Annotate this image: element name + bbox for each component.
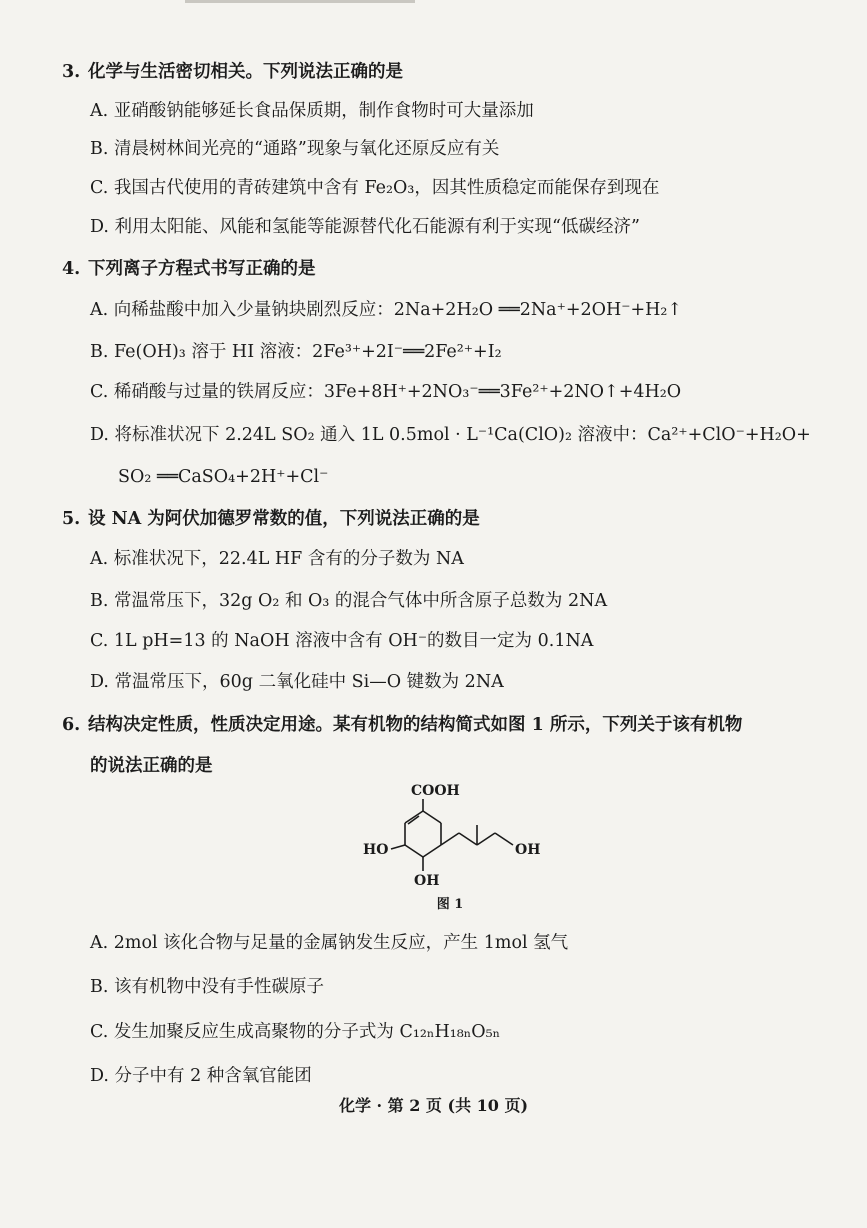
question-number: 3. [62, 62, 81, 82]
bond-chain-1 [441, 833, 459, 845]
page-footer: 化学 · 第 2 页 (共 10 页) [338, 1096, 529, 1115]
q3-option-a: A. 亚硝酸钠能够延长食品保质期，制作食物时可大量添加 [90, 101, 534, 121]
label-oh-right: OH [515, 842, 541, 858]
question-6-stem: 6. 结构决定性质，性质决定用途。某有机物的结构简式如图 1 所示，下列关于该有机物 [62, 715, 743, 735]
bond-chain-4 [495, 833, 513, 845]
q3-option-c: C. 我国古代使用的青砖建筑中含有 Fe₂O₃，因其性质稳定而能保存到现在 [90, 178, 660, 198]
question-4-stem: 4. 下列离子方程式书写正确的是 [62, 259, 316, 279]
q5-option-c: C. 1L pH=13 的 NaOH 溶液中含有 OH⁻的数目一定为 0.1NA [90, 631, 594, 651]
bond-ring-6 [423, 811, 441, 823]
q4-option-b: B. Fe(OH)₃ 溶于 HI 溶液：2Fe³⁺+2I⁻══2Fe²⁺+I₂ [90, 342, 502, 362]
q4-option-c: C. 稀硝酸与过量的铁屑反应：3Fe+8H⁺+2NO₃⁻══3Fe²⁺+2NO↑+4H₂O [90, 382, 682, 402]
structural-formula-figure [355, 783, 555, 891]
q3-option-d: D. 利用太阳能、风能和氢能等能源替代化石能源有利于实现“低碳经济” [90, 217, 640, 237]
question-number: 6. [62, 715, 81, 735]
bond-chain-3 [477, 833, 495, 845]
q6-option-d: D. 分子中有 2 种含氧官能团 [90, 1066, 312, 1086]
q5-option-d: D. 常温常压下，60g 二氧化硅中 Si—O 键数为 2NA [90, 672, 504, 692]
bond-ring-4 [423, 845, 441, 857]
ring-bonds [391, 799, 513, 871]
label-cooh: COOH [411, 783, 460, 799]
question-5-stem: 5. 设 NA 为阿伏加德罗常数的值，下列说法正确的是 [62, 509, 480, 529]
q6-option-a: A. 2mol 该化合物与足量的金属钠发生反应，产生 1mol 氢气 [90, 933, 569, 953]
q5-option-b: B. 常温常压下，32g O₂ 和 O₃ 的混合气体中所含原子总数为 2NA [90, 591, 608, 611]
q6-option-c: C. 发生加聚反应生成高聚物的分子式为 C₁₂ₙH₁₈ₙO₅ₙ [90, 1022, 501, 1042]
question-number: 5. [62, 509, 81, 529]
label-oh-bottom: OH [414, 873, 440, 889]
q4-option-d-continued: SO₂ ══CaSO₄+2H⁺+Cl⁻ [118, 467, 329, 487]
question-number: 4. [62, 259, 81, 279]
figure-caption: 图 1 [436, 897, 464, 912]
q4-option-d: D. 将标准状况下 2.24L SO₂ 通入 1L 0.5mol · L⁻¹Ca(ClO)₂ 溶液中：Ca²⁺+ClO⁻+H₂O+ [90, 425, 811, 445]
q4-option-a: A. 向稀盐酸中加入少量钠块剧烈反应：2Na+2H₂O ══2Na⁺+2OH⁻+H₂↑ [90, 300, 683, 320]
scan-edge-mark [185, 0, 415, 3]
label-ho-left: HO [363, 842, 389, 858]
bond-ring-1 [405, 811, 423, 823]
q3-option-b: B. 清晨树林间光亮的“通路”现象与氧化还原反应有关 [90, 139, 500, 159]
bond-chain-2 [459, 833, 477, 845]
question-6-stem-continued: 的说法正确的是 [90, 756, 213, 776]
bond-ring-3 [405, 845, 423, 857]
bond-ho-left [391, 845, 405, 849]
question-3-stem: 3. 化学与生活密切相关。下列说法正确的是 [62, 62, 403, 82]
q5-option-a: A. 标准状况下，22.4L HF 含有的分子数为 NA [90, 549, 464, 569]
q6-option-b: B. 该有机物中没有手性碳原子 [90, 977, 324, 997]
